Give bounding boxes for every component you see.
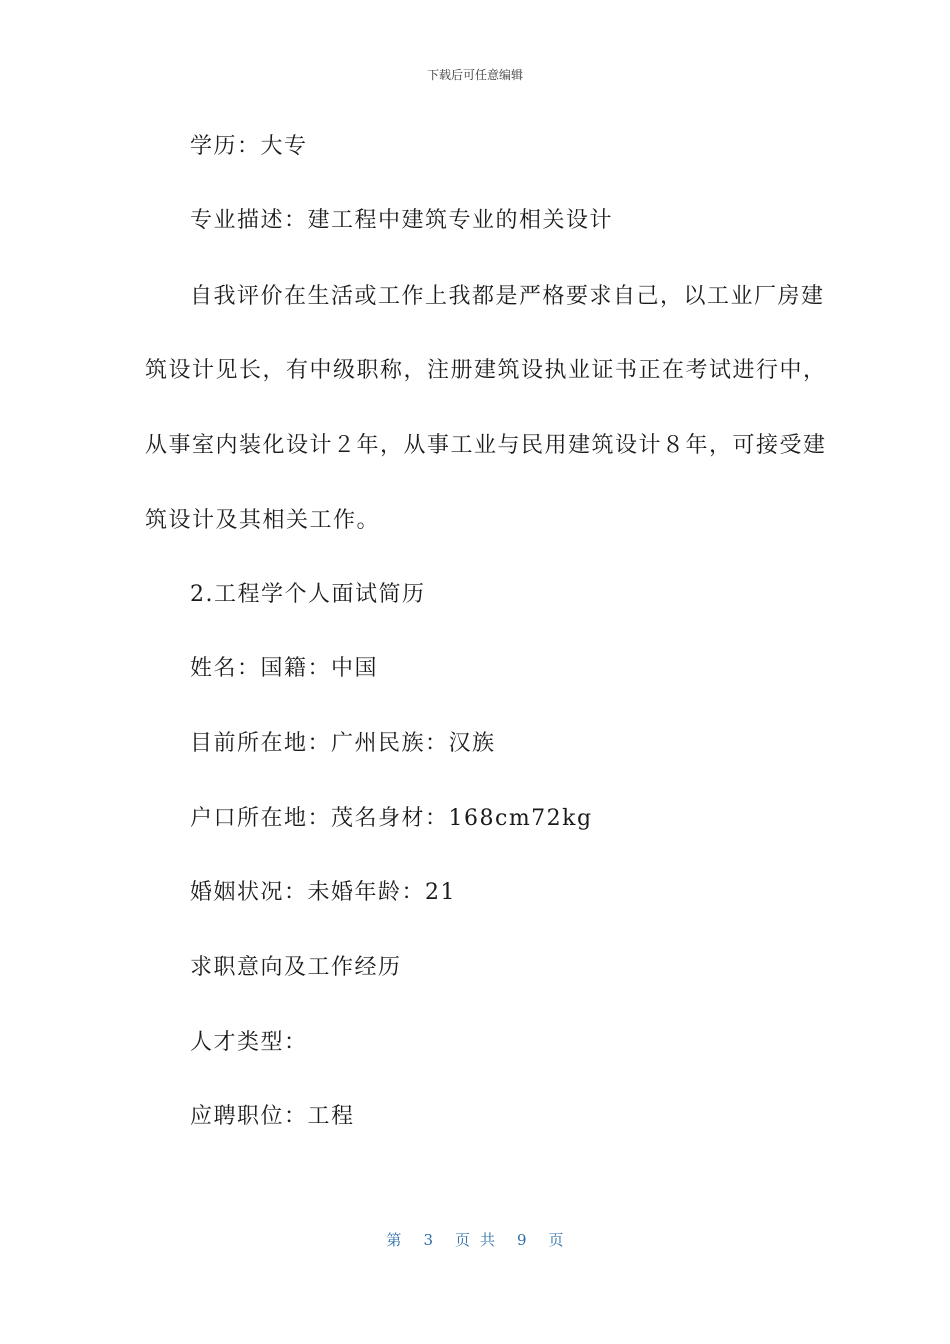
paragraph-education: 学历：大专 [190, 134, 308, 159]
field-hukou-physique: 户口所在地：茂名身材：168cm72kg [190, 806, 593, 831]
paragraph-self-evaluation-line-4: 筑设计及其相关工作。 [145, 508, 381, 533]
section-heading: 2.工程学个人面试简历 [190, 582, 426, 607]
paragraph-self-evaluation-line-1: 自我评价在生活或工作上我都是严格要求自己，以工业厂房建 [190, 284, 825, 309]
footer-total-pages: 9 [517, 1231, 527, 1249]
footer-current-page: 3 [423, 1231, 433, 1249]
subsection-job-intent: 求职意向及工作经历 [190, 955, 402, 980]
field-applied-position: 应聘职位：工程 [190, 1104, 355, 1129]
field-talent-type: 人才类型： [190, 1030, 308, 1055]
footer-prefix: 第 [386, 1231, 402, 1249]
field-marital-age: 婚姻状况：未婚年龄：21 [190, 880, 456, 905]
footer-suffix: 页 [548, 1231, 564, 1249]
page-footer [0, 1229, 950, 1250]
paragraph-major-description: 专业描述：建工程中建筑专业的相关设计 [190, 208, 614, 233]
footer-mid: 页共 [454, 1231, 505, 1249]
field-location-ethnicity: 目前所在地：广州民族：汉族 [190, 731, 496, 756]
page-header: 下载后可任意编辑 [426, 68, 523, 82]
field-name-nationality: 姓名：国籍：中国 [190, 656, 379, 681]
paragraph-self-evaluation-line-2: 筑设计见长，有中级职称，注册建筑设执业证书正在考试进行中， [145, 358, 827, 383]
paragraph-self-evaluation-line-3: 从事室内装化设计２年，从事工业与民用建筑设计８年，可接受建 [145, 433, 827, 458]
